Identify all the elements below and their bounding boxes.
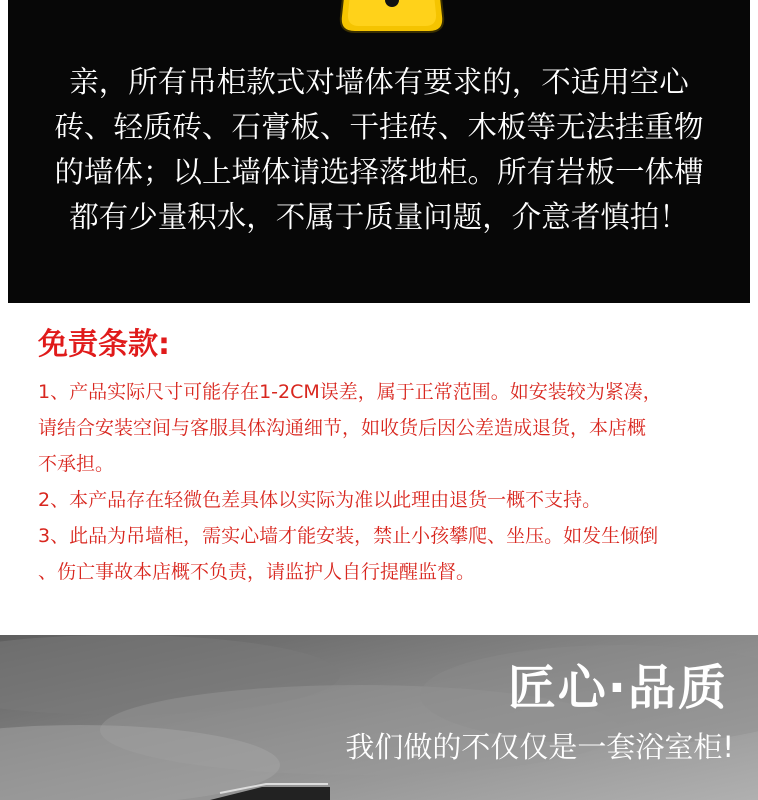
disclaimer-list: [38, 374, 728, 590]
banner-subtitle: 我们做的不仅仅是一套浴室柜!: [345, 730, 734, 764]
banner-title: 匠心·品质: [507, 660, 728, 716]
disclaimer-section: [0, 303, 758, 633]
warning-triangle-icon: [335, 0, 449, 38]
disclaimer-clause: 2、本产品存在轻微色差具体以实际为准以此理由退货一概不支持。: [38, 489, 602, 511]
disclaimer-clause: 1、产品实际尺寸可能存在1-2CM误差，属于正常范围。如安装较为紧凑， 请结合安装空间与客服具体沟通细节，如收货后因公差造成退货，本店概 不承担。: [38, 381, 662, 475]
warning-text: 亲，所有吊柜款式对墙体有要求的，不适用空心砖、轻质砖、石膏板、干挂砖、木板等无法挂重物的墙体；以上墙体请选择落地柜。所有岩板一体槽都有少量积水，不属于质量问题，介意者慎拍！: [54, 65, 704, 234]
craftsmanship-banner: [0, 635, 758, 800]
warning-banner: [8, 0, 750, 303]
disclaimer-title: 免责条款:: [38, 327, 170, 362]
disclaimer-clause: 3、此品为吊墙柜，需实心墙才能安装，禁止小孩攀爬、坐压。如发生倾倒 、伤亡事故本店概不负责，请监护人自行提醒监督。: [38, 525, 659, 583]
